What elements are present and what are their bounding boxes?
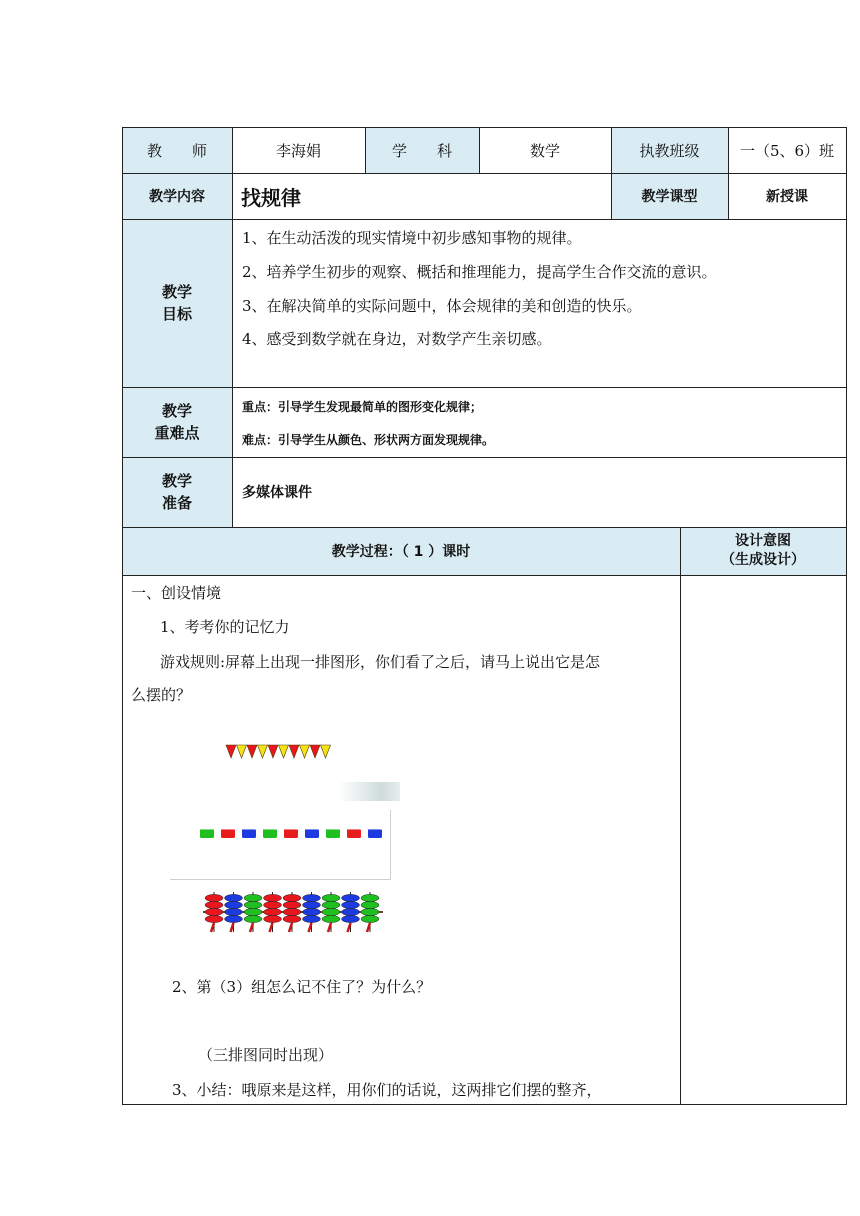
bead	[303, 894, 321, 901]
bead	[342, 915, 360, 922]
section-heading: 一、创设情境	[131, 584, 222, 602]
goal-item: 4、感受到数学就在身边，对数学产生亲切感。	[242, 330, 552, 348]
triangle-shape	[247, 745, 257, 758]
block-shape	[347, 829, 361, 838]
bead	[244, 915, 262, 922]
triangle-shape	[289, 745, 299, 758]
lesson-title: 找规律	[241, 185, 301, 210]
block-shape	[242, 829, 256, 838]
block-highlight	[306, 828, 319, 830]
bead	[264, 915, 282, 922]
body-item-1: 1、考考你的记忆力	[160, 618, 290, 636]
bead	[225, 894, 243, 901]
bead	[283, 915, 301, 922]
bead	[322, 894, 340, 901]
bead	[205, 901, 223, 908]
bead	[303, 908, 321, 915]
block-shape	[305, 829, 319, 838]
keypoints-content	[232, 387, 846, 457]
block-highlight	[222, 828, 235, 830]
process-title: 教学过程：（ 1 ）课时	[122, 527, 680, 575]
prep-label: 教学 准备	[122, 457, 232, 527]
teacher-name: 李海娟	[275, 142, 321, 160]
triangle-shape	[237, 745, 247, 758]
class-value: 一（5、6）班	[739, 142, 835, 160]
triangle-shape	[279, 745, 289, 758]
game-rule-line2: 么摆的？	[131, 686, 192, 704]
block-highlight	[243, 828, 256, 830]
bead	[283, 901, 301, 908]
bead	[244, 901, 262, 908]
block-pattern-frame	[170, 810, 391, 880]
teacher-label: 教 师	[122, 128, 232, 173]
bead	[205, 908, 223, 915]
block-highlight	[285, 828, 298, 830]
bead	[342, 901, 360, 908]
bead	[361, 908, 379, 915]
bead	[283, 908, 301, 915]
bead	[205, 894, 223, 901]
bead	[225, 908, 243, 915]
keypoints-label: 教学 重难点	[122, 387, 232, 457]
subject-value: 数学	[529, 142, 560, 160]
content-label: 教学内容	[122, 173, 232, 219]
bead	[303, 901, 321, 908]
goals-label: 教学 目标	[122, 219, 232, 387]
block-highlight	[369, 828, 382, 830]
goal-item: 2、培养学生初步的观察、概括和推理能力，提高学生合作交流的意识。	[242, 263, 717, 281]
body-item-2: 2、第（3）组怎么记不住了？为什么？	[172, 978, 432, 996]
bead	[283, 894, 301, 901]
triangle-shape	[258, 745, 268, 758]
bead	[244, 908, 262, 915]
bead	[205, 915, 223, 922]
block-shape	[368, 829, 382, 838]
class-label: 执教班级	[611, 128, 728, 173]
bead	[322, 915, 340, 922]
difficulty-text: 难点：引导学生从颜色、形状两方面发现规律。	[242, 433, 495, 447]
goal-item: 3、在解决简单的实际问题中，体会规律的美和创造的快乐。	[242, 297, 642, 315]
goal-item: 1、在生动活泼的现实情境中初步感知事物的规律。	[242, 229, 582, 247]
body-note: （三排图同时出现）	[198, 1046, 334, 1064]
decorative-scrap-image	[338, 782, 400, 801]
triangle-shape	[226, 745, 236, 758]
block-highlight	[264, 828, 277, 830]
triangle-shape	[310, 745, 320, 758]
prep-value: 多媒体课件	[242, 485, 312, 501]
block-shape	[200, 829, 214, 838]
triangle-shape	[268, 745, 278, 758]
bead-pattern-image	[203, 890, 383, 934]
block-shape	[263, 829, 277, 838]
bead	[361, 915, 379, 922]
bead	[264, 901, 282, 908]
triangle-shape	[300, 745, 310, 758]
bead	[342, 908, 360, 915]
block-pattern-image	[198, 825, 390, 841]
game-rule-line1: 游戏规则:屏幕上出现一排图形，你们看了之后，请马上说出它是怎	[160, 653, 601, 671]
block-shape	[221, 829, 235, 838]
bead	[303, 915, 321, 922]
focus-text: 重点：引导学生发现最简单的图形变化规律；	[242, 400, 483, 414]
bead	[264, 894, 282, 901]
lesson-type-value: 新授课	[766, 189, 808, 205]
bead	[342, 894, 360, 901]
subject-label: 学 科	[365, 128, 479, 173]
bead	[225, 901, 243, 908]
block-highlight	[348, 828, 361, 830]
triangle-pattern-image	[224, 742, 334, 762]
bead	[361, 901, 379, 908]
bead	[264, 908, 282, 915]
bead	[361, 894, 379, 901]
triangle-shape	[321, 745, 331, 758]
block-shape	[284, 829, 298, 838]
block-highlight	[327, 828, 340, 830]
bead	[244, 894, 262, 901]
goals-list	[232, 219, 846, 387]
bead	[322, 901, 340, 908]
bead	[322, 908, 340, 915]
design-intent-header: 设计意图 （生成设计）	[680, 527, 846, 575]
block-shape	[326, 829, 340, 838]
block-highlight	[201, 828, 214, 830]
bead	[225, 915, 243, 922]
lesson-type-label: 教学课型	[611, 173, 728, 219]
body-item-3: 3、小结：哦原来是这样，用你们的话说，这两排它们摆的整齐，	[172, 1081, 602, 1099]
